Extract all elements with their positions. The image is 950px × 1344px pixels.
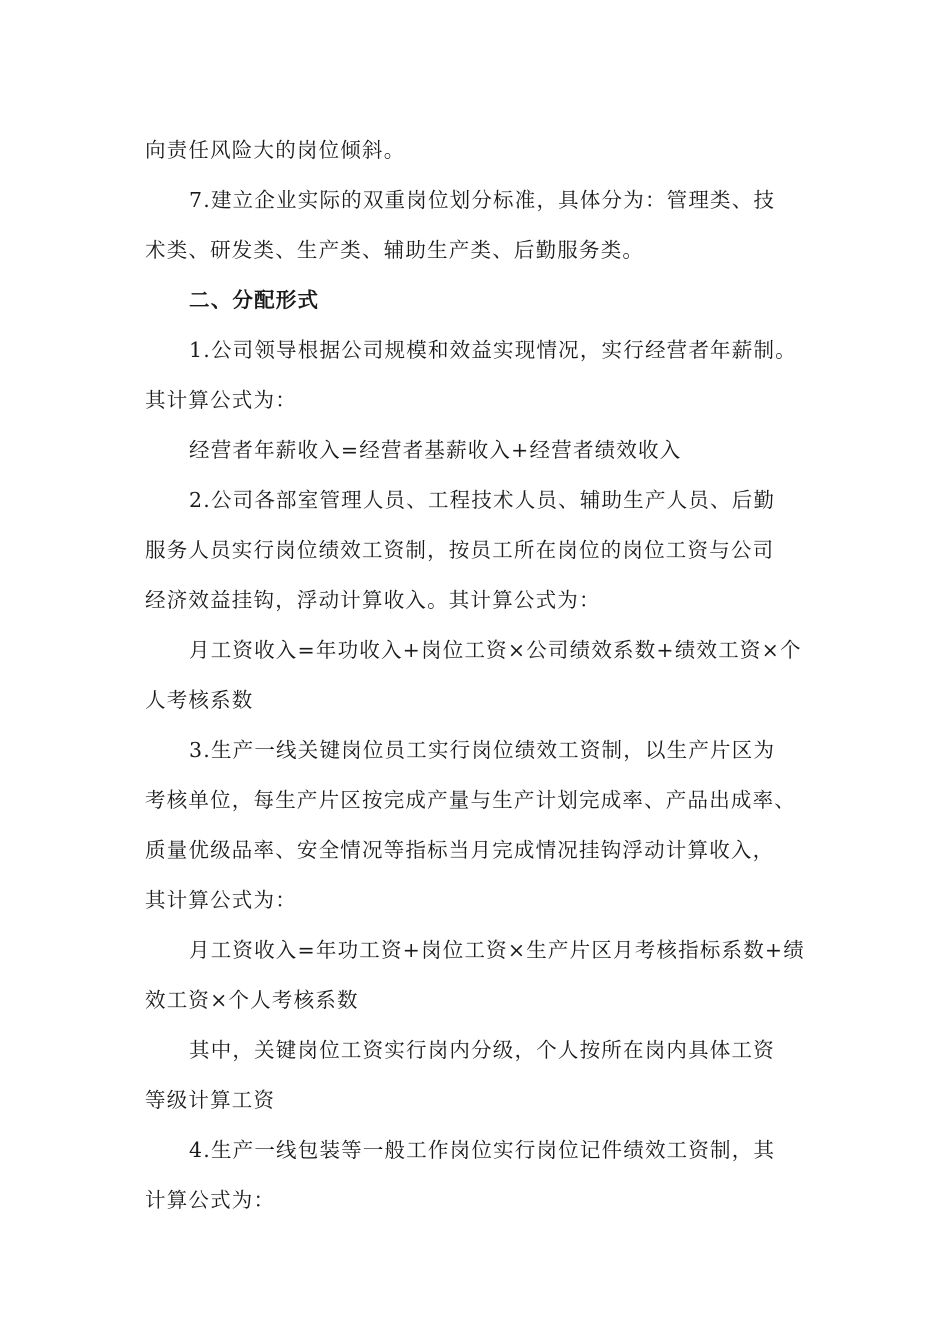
text-line: 向责任风险大的岗位倾斜。: [145, 138, 406, 162]
section-heading: 二、分配形式: [189, 288, 320, 312]
text-line: 经济效益挂钩，浮动计算收入。其计算公式为：: [145, 588, 601, 612]
formula-line: 人考核系数: [145, 688, 254, 712]
text-line: 其计算公式为：: [145, 888, 297, 912]
text-line: 等级计算工资: [145, 1088, 276, 1112]
formula-line: 月工资收入=年功工资+岗位工资×生产片区月考核指标系数+绩: [189, 938, 806, 962]
text-line: 其计算公式为：: [145, 388, 297, 412]
text-line: 4.生产一线包装等一般工作岗位实行岗位记件绩效工资制，其: [189, 1138, 776, 1162]
text-line: 质量优级品率、安全情况等指标当月完成情况挂钩浮动计算收入，: [145, 838, 775, 862]
text-line: 1.公司领导根据公司规模和效益实现情况，实行经营者年薪制。: [189, 338, 797, 362]
text-line: 术类、研发类、生产类、辅助生产类、后勤服务类。: [145, 238, 645, 262]
formula-line: 效工资×个人考核系数: [145, 988, 359, 1012]
text-line: 服务人员实行岗位绩效工资制，按员工所在岗位的岗位工资与公司: [145, 538, 775, 562]
text-line: 其中，关键岗位工资实行岗内分级，个人按所在岗内具体工资: [189, 1038, 775, 1062]
text-line: 计算公式为：: [145, 1188, 276, 1212]
text-line: 2.公司各部室管理人员、工程技术人员、辅助生产人员、后勤: [189, 488, 776, 512]
text-line: 3.生产一线关键岗位员工实行岗位绩效工资制，以生产片区为: [189, 738, 776, 762]
formula-line: 月工资收入=年功收入+岗位工资×公司绩效系数+绩效工资×个: [189, 638, 802, 662]
text-line: 7.建立企业实际的双重岗位划分标准，具体分为：管理类、技: [189, 188, 776, 212]
document-body: [145, 125, 807, 1225]
text-line: 考核单位，每生产片区按完成产量与生产计划完成率、产品出成率、: [145, 788, 796, 812]
formula-line: 经营者年薪收入=经营者基薪收入+经营者绩效收入: [189, 438, 682, 462]
